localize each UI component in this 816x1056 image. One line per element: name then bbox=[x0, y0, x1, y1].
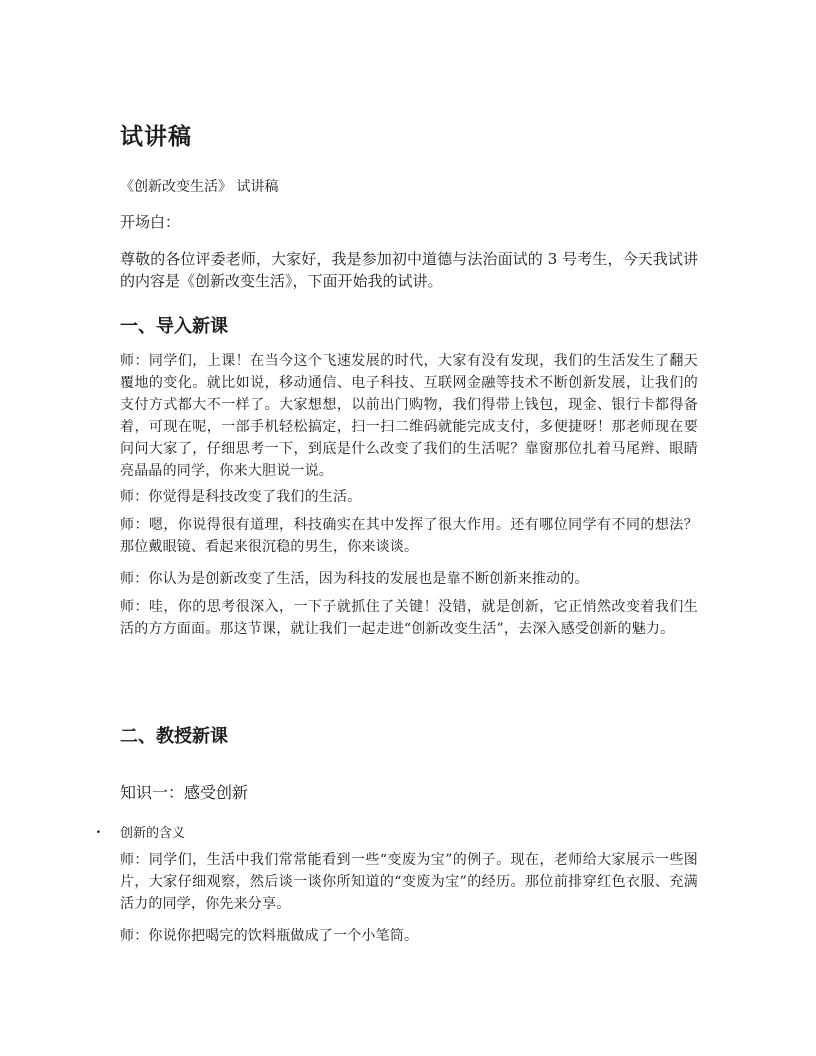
paragraph: 师：你认为是创新改变了生活，因为科技的发展也是靠不断创新来推动的。 bbox=[120, 571, 589, 587]
section-heading-teaching: 二、教授新课 bbox=[120, 726, 228, 747]
intro-paragraph: 尊敬的各位评委老师，大家好，我是参加初中道德与法治面试的 3 号考生，今天我试讲的内容是《创新改变生活》，下面开始我的试讲。 bbox=[120, 250, 698, 290]
paragraph: 师：你觉得是科技改变了我们的生活。 bbox=[120, 489, 362, 505]
subsection-heading: 知识一：感受创新 bbox=[120, 783, 249, 802]
opening-label: 开场白： bbox=[120, 213, 181, 231]
paragraph: 师：你说你把喝完的饮料瓶做成了一个小笔筒。 bbox=[120, 928, 419, 944]
document-subtitle: 《创新改变生活》 试讲稿 bbox=[120, 179, 279, 195]
paragraph: 师：嗯，你说得很有道理，科技确实在其中发挥了很大作用。还有哪位同学有不同的想法？那位戴眼镜、看起来很沉稳的男生，你来谈谈。 bbox=[120, 517, 698, 555]
bullet-item: 创新的含义 bbox=[120, 826, 186, 841]
paragraph: 师：同学们，生活中我们常常能看到一些“变废为宝”的例子。现在，老师给大家展示一些图片，大家仔细观察，然后谈一谈你所知道的“变废为宝”的经历。那位前排穿红色衣服、充满活力的同学，你先来分享。 bbox=[120, 852, 698, 912]
bullet-mark: . bbox=[96, 821, 101, 837]
paragraph: 师：哇，你的思考很深入，一下子就抓住了关键！没错，就是创新，它正悄然改变着我们生活的方方面面。那这节课，就让我们一起走进“创新改变生活”，去深入感受创新的魅力。 bbox=[120, 599, 698, 637]
section-heading-intro: 一、导入新课 bbox=[120, 316, 228, 337]
paragraph: 师：同学们，上课！在当今这个飞速发展的时代，大家有没有发现，我们的生活发生了翻天覆地的变化。就比如说，移动通信、电子科技、互联网金融等技术不断创新发展，让我们的支付方式都大不一样了。大家想想，以前出门购物，我们得带上钱包，现金、银行卡都得备着，可现在呢，一部手机轻松搞定，扫一扫二维码就能完成支付，多便捷呀！那老师现在要问问大家了，仔细思考一下，到底是什么改变了我们的生活呢？靠窗那位扎着马尾辫、眼睛亮晶晶的同学，你来大胆说一说。 bbox=[120, 353, 698, 479]
document-title: 试讲稿 bbox=[120, 124, 192, 150]
